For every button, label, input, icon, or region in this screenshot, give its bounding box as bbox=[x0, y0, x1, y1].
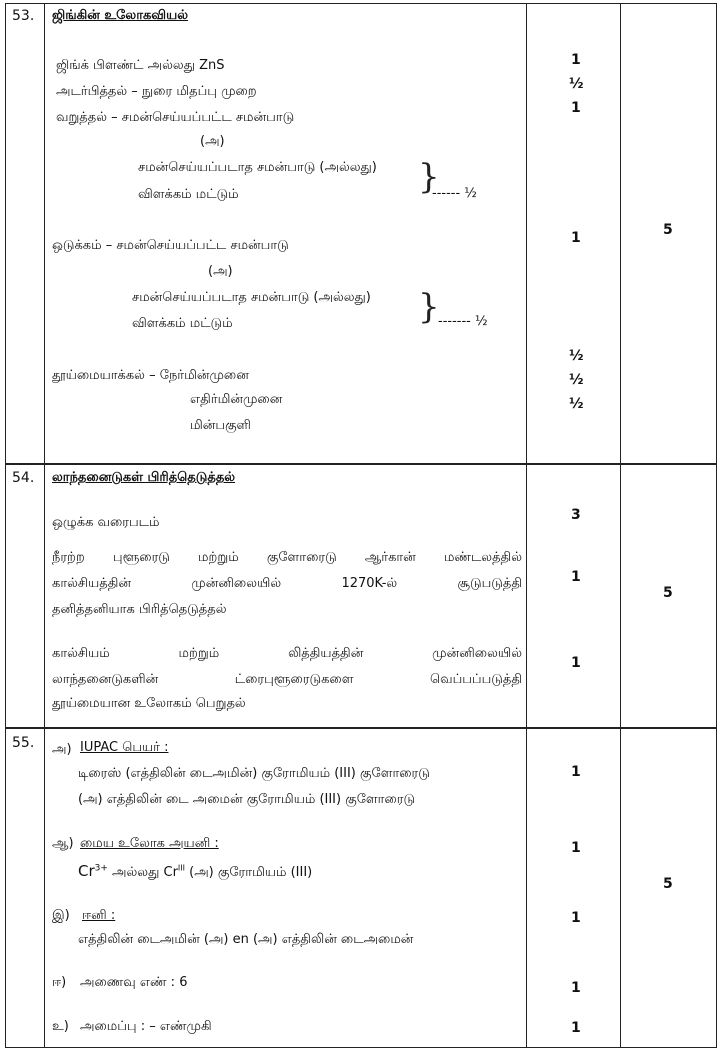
part-label: உ) bbox=[52, 1019, 69, 1034]
mark: ½ bbox=[569, 76, 584, 92]
paragraph-line: நீரற்ற புளூரைடு மற்றும் குளோரைடு ஆர்கான் மண்டலத்தில் bbox=[52, 550, 522, 565]
unbalanced-line: சமன்செய்யப்படாத சமன்பாடு (அல்லது) bbox=[138, 160, 377, 175]
mark: 1 bbox=[571, 230, 581, 246]
mark: ½ bbox=[569, 372, 584, 388]
flowchart-line: ஒழுக்க வரைபடம் bbox=[52, 515, 160, 530]
electrolyte-line: மின்பகுளி bbox=[190, 418, 251, 433]
or-label: (அ) bbox=[200, 134, 225, 149]
part-label: அ) bbox=[52, 742, 72, 757]
part-title: ஈனி : bbox=[82, 908, 116, 923]
paragraph-line: கால்சியத்தின் முன்னிலையில் 1270K-ல் சூடுபடுத்தி bbox=[52, 576, 522, 591]
cr-symbol: Cr bbox=[78, 862, 95, 880]
border-col-num bbox=[44, 3, 45, 1048]
mark: ½ bbox=[569, 348, 584, 364]
cathode-line: எதிர்மின்முனை bbox=[190, 392, 283, 407]
brace-symbol: } bbox=[418, 287, 440, 327]
border-col-marks bbox=[620, 3, 621, 1048]
central-ion-line bbox=[78, 862, 312, 881]
paragraph-line: லாந்தனைடுகளின் ட்ரைபுளூரைடுகளை வெப்பப்படுத்தி bbox=[52, 672, 522, 687]
paragraph-line: தனித்தனியாக பிரித்தெடுத்தல் bbox=[52, 602, 227, 617]
mark: 1 bbox=[571, 1020, 581, 1036]
mark: 1 bbox=[571, 840, 581, 856]
ligand-line: எத்திலின் டைஅமின் (அ) en (அ) எத்திலின் டைஅமைன் bbox=[78, 932, 414, 947]
iupac-name-line: டிரைஸ் (எத்திலின் டைஅமின்) குரோமியம் (III) குளோரைடு bbox=[78, 766, 430, 781]
border-right bbox=[716, 3, 717, 1048]
total-mark: 5 bbox=[663, 585, 673, 601]
part-label: ஈ) bbox=[52, 975, 67, 990]
brace-symbol: } bbox=[418, 157, 440, 197]
border-row-54-55 bbox=[5, 727, 717, 729]
mark: 1 bbox=[571, 910, 581, 926]
roasting-line: வறுத்தல் – சமன்செய்யப்பட்ட சமன்பாடு bbox=[56, 110, 295, 125]
border-bottom bbox=[5, 1047, 717, 1048]
mark: 3 bbox=[571, 507, 581, 523]
part-title: மைய உலோக அயனி : bbox=[80, 836, 219, 851]
mark: 1 bbox=[571, 569, 581, 585]
iupac-alt-line: (அ) எத்திலின் டை அமைன் குரோமியம் (III) குளோரைடு bbox=[78, 792, 416, 807]
question-number: 53. bbox=[12, 8, 35, 24]
border-left bbox=[5, 3, 6, 1048]
mark: 1 bbox=[571, 52, 581, 68]
mark: 1 bbox=[571, 980, 581, 996]
paragraph-line: கால்சியம் மற்றும் லித்தியத்தின் முன்னிலையில் bbox=[52, 646, 522, 661]
mark: ½ bbox=[569, 396, 584, 412]
refining-line: தூய்மையாக்கல் – நேர்மின்முனை bbox=[52, 368, 249, 383]
question-number: 54. bbox=[12, 470, 35, 486]
superscript: III bbox=[177, 863, 185, 873]
part-label: இ) bbox=[52, 908, 70, 923]
total-mark: 5 bbox=[663, 222, 673, 238]
border-row-53-54 bbox=[5, 463, 717, 465]
part-label: ஆ) bbox=[52, 836, 74, 851]
explanation-line: விளக்கம் மட்டும் bbox=[138, 187, 239, 202]
border-col-text bbox=[526, 3, 527, 1048]
unbalanced-line: சமன்செய்யப்படாத சமன்பாடு (அல்லது) bbox=[132, 290, 371, 305]
coordination-number-line: அணைவு எண் : 6 bbox=[80, 975, 188, 990]
mark: 1 bbox=[571, 100, 581, 116]
brace-mark: ------- ½ bbox=[438, 314, 488, 329]
question-title: ஜிங்கின் உலோகவியல் bbox=[52, 8, 189, 23]
concentration-line: அடர்பித்தல் – நுரை மிதப்பு முறை bbox=[56, 84, 257, 99]
brace-mark: ------ ½ bbox=[432, 186, 477, 201]
structure-line: அமைப்பு : – எண்முகி bbox=[80, 1019, 212, 1034]
superscript: 3+ bbox=[94, 863, 108, 874]
ore-line: ஜிங்க் பிளண்ட் அல்லது ZnS bbox=[56, 58, 225, 73]
explanation-line: விளக்கம் மட்டும் bbox=[132, 316, 233, 331]
paragraph-line: தூய்மையான உலோகம் பெறுதல் bbox=[52, 696, 246, 711]
border-top bbox=[5, 3, 717, 4]
cr-name: (அ) குரோமியம் (III) bbox=[185, 865, 313, 880]
cr-alt: அல்லது Cr bbox=[107, 865, 178, 880]
or-label: (அ) bbox=[208, 264, 233, 279]
mark: 1 bbox=[571, 764, 581, 780]
total-mark: 5 bbox=[663, 876, 673, 892]
question-title: லாந்தனைடுகள் பிரித்தெடுத்தல் bbox=[52, 470, 236, 485]
reduction-line: ஒடுக்கம் – சமன்செய்யப்பட்ட சமன்பாடு bbox=[52, 238, 289, 253]
part-title: IUPAC பெயர் : bbox=[80, 740, 169, 755]
mark: 1 bbox=[571, 655, 581, 671]
question-number: 55. bbox=[12, 735, 35, 751]
